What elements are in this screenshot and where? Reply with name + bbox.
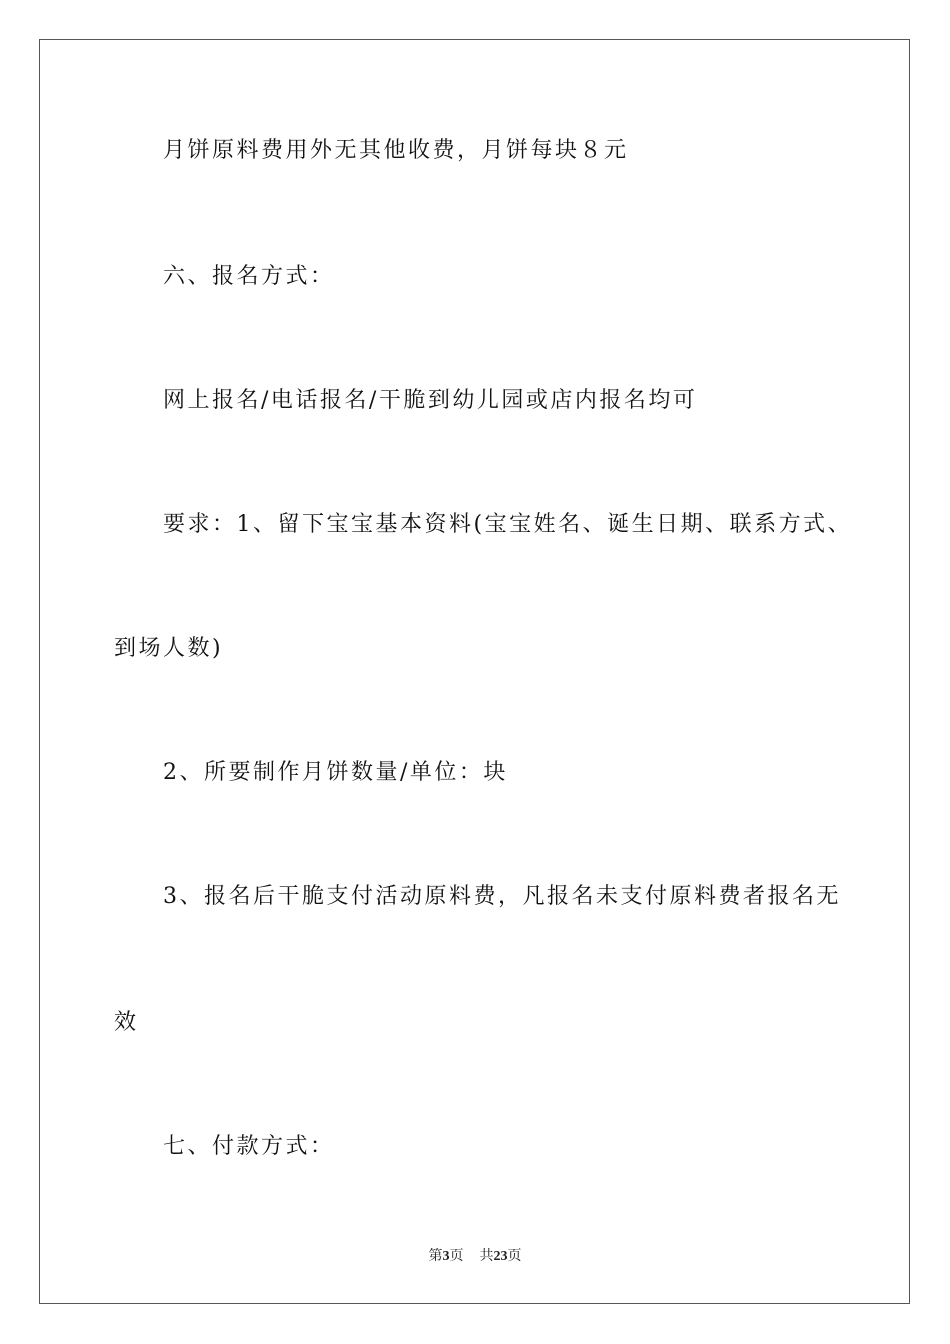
footer-page-prefix: 第 xyxy=(428,1248,443,1264)
text-line-1: 月饼原料费用外无其他收费，月饼每块８元 xyxy=(163,138,629,163)
heading-payment-method: 七、付款方式： xyxy=(163,1134,335,1159)
text-line-5: 到场人数) xyxy=(114,636,224,661)
page-footer xyxy=(0,1246,950,1267)
text-line-8: 效 xyxy=(114,1010,139,1035)
footer-total-suffix: 页 xyxy=(507,1248,522,1264)
footer-page-suffix: 页 xyxy=(449,1248,464,1264)
footer-page-number: 3 xyxy=(442,1249,450,1264)
heading-registration-method: 六、报名方式： xyxy=(163,264,335,289)
text-line-4: 要求：1、留下宝宝基本资料(宝宝姓名、诞生日期、联系方式、 xyxy=(163,512,853,537)
text-line-6: 2、所要制作月饼数量/单位：块 xyxy=(163,760,508,785)
footer-total-prefix: 共 xyxy=(479,1248,494,1264)
text-line-7: 3、报名后干脆支付活动原料费，凡报名未支付原料费者报名无 xyxy=(163,884,841,909)
footer-total-pages: 23 xyxy=(493,1249,508,1264)
page-border xyxy=(39,39,910,1304)
text-line-3: 网上报名/电话报名/干脆到幼儿园或店内报名均可 xyxy=(163,388,698,413)
